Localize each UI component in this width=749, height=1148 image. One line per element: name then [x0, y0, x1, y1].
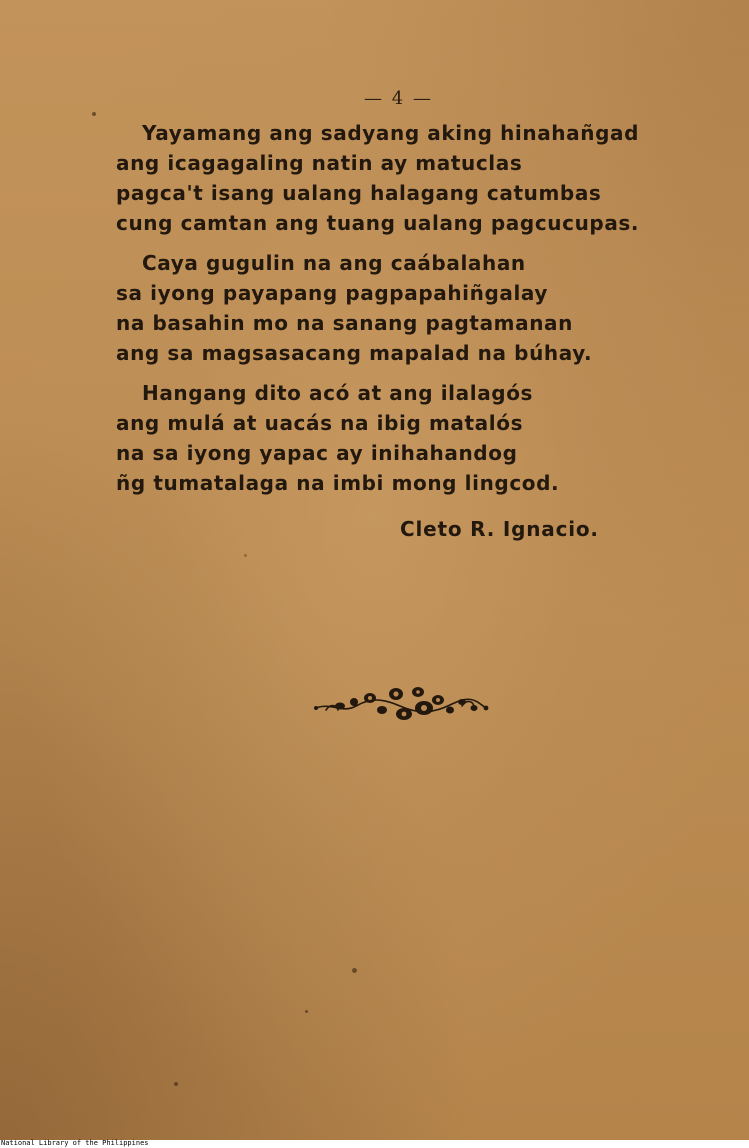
- poem-line: sa iyong payapang pagpapahiñgalay: [116, 281, 549, 305]
- paper-speck: [305, 1010, 308, 1013]
- poem-line: ang mulá at uacás na ibig matalós: [116, 411, 524, 435]
- footer-credit: [0, 1140, 749, 1148]
- paper-speck: [174, 1082, 178, 1086]
- paper-speck: [244, 554, 247, 557]
- paper-speck: [352, 968, 357, 973]
- author-signature: Cleto R. Ignacio.: [400, 517, 599, 541]
- poem-line: ñg tumatalaga na imbi mong lingcod.: [116, 471, 560, 495]
- stanza-1: [116, 118, 676, 238]
- poem-line: Caya gugulin na ang caábalahan: [142, 251, 526, 275]
- paper-speck: [92, 112, 96, 116]
- poem-line: na sa iyong yapac ay inihahandog: [116, 441, 518, 465]
- poem-line: ang icagagaling natin ay matuclas: [116, 151, 523, 175]
- page-number: — 4 —: [364, 88, 433, 109]
- floral-vignette-icon: [312, 680, 490, 730]
- poem-line: pagca't isang ualang halagang catumbas: [116, 181, 602, 205]
- poem: [116, 118, 676, 508]
- poem-line: Hangang dito acó at ang ilalagós: [142, 381, 534, 405]
- poem-line: na basahin mo na sanang pagtamanan: [116, 311, 573, 335]
- stanza-2: [116, 248, 676, 368]
- poem-line: ang sa magsasacang mapalad na búhay.: [116, 341, 593, 365]
- poem-line: Yayamang ang sadyang aking hinahañgad: [142, 121, 639, 145]
- stanza-3: [116, 378, 676, 498]
- poem-line: cung camtan ang tuang ualang pagcucupas.: [116, 211, 640, 235]
- footer-credit-text: National Library of the Philippines: [1, 1139, 149, 1147]
